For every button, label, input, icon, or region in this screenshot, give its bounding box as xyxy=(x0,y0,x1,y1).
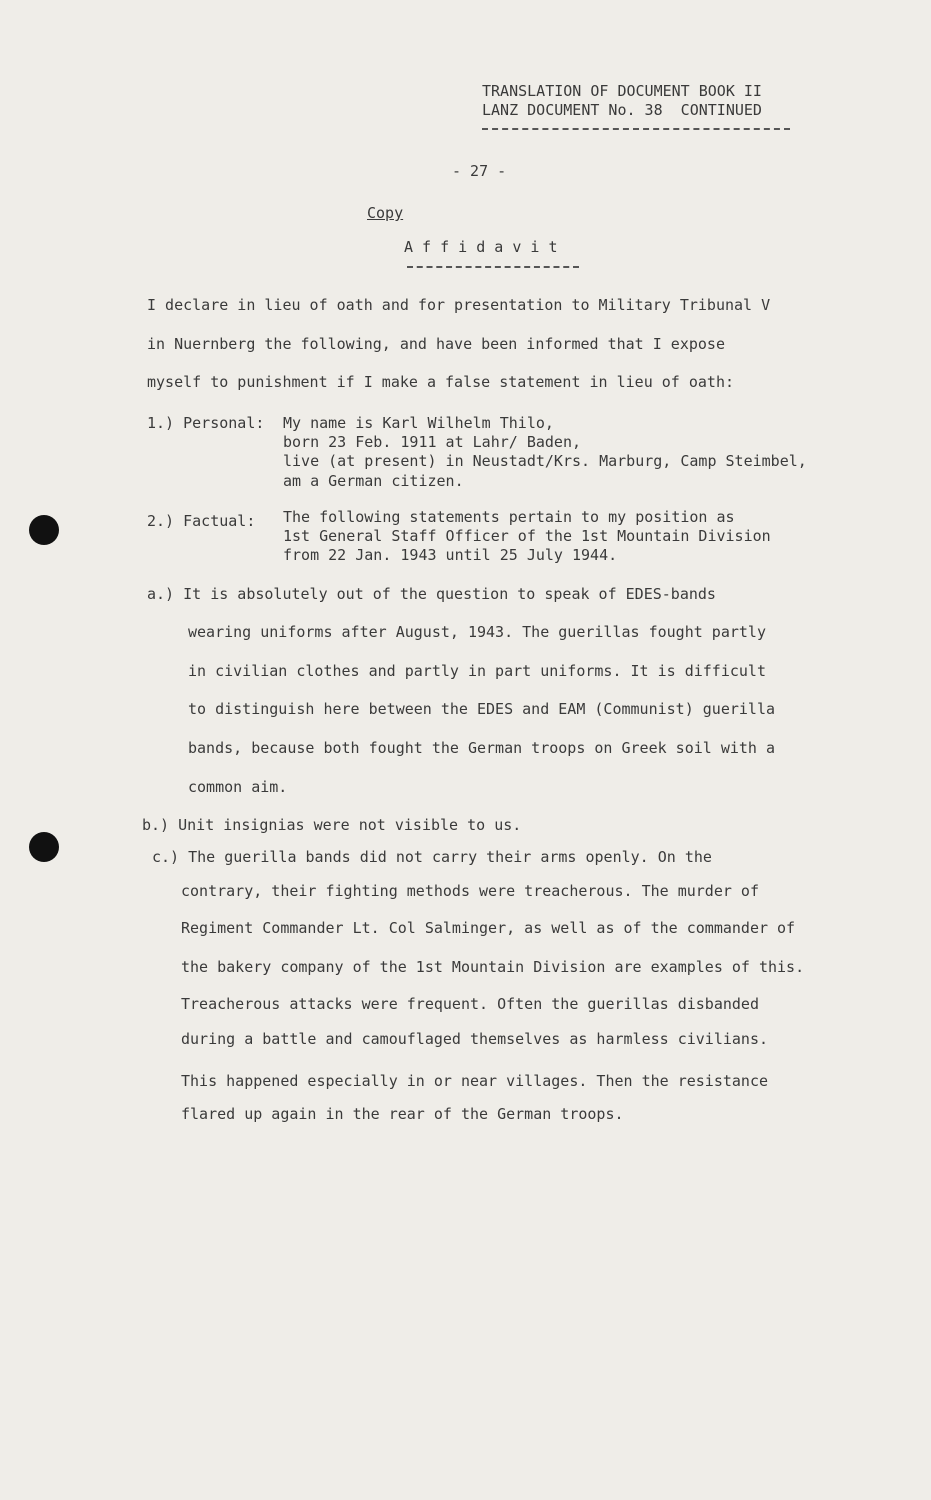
para-c-line: This happened especially in or near villages. Then the resistance xyxy=(181,1072,768,1090)
para-c-line: Treacherous attacks were frequent. Often the guerillas disbanded xyxy=(181,995,759,1013)
para-c-line: Regiment Commander Lt. Col Salminger, as well as of the commander of xyxy=(181,919,796,937)
para-c-line: c.) The guerilla bands did not carry their arms openly. On the xyxy=(152,848,712,866)
item-2-line: from 22 Jan. 1943 until 25 July 1944. xyxy=(283,546,618,564)
para-c-line: the bakery company of the 1st Mountain Division are examples of this. xyxy=(181,958,805,976)
item-1-line: born 23 Feb. 1911 at Lahr/ Baden, xyxy=(283,433,582,451)
header-rule xyxy=(482,128,790,130)
para-a-line: common aim. xyxy=(188,778,288,796)
para-c-line: flared up again in the rear of the German troops. xyxy=(181,1105,624,1123)
intro-line: I declare in lieu of oath and for presentation to Military Tribunal V xyxy=(147,296,771,314)
item-2-line: The following statements pertain to my position as xyxy=(283,508,735,526)
copy-label: Copy xyxy=(367,204,404,222)
para-a-line: in civilian clothes and partly in part uniforms. It is difficult xyxy=(188,662,766,680)
para-a-line: to distinguish here between the EDES and EAM (Communist) guerilla xyxy=(188,700,775,718)
punch-hole xyxy=(29,832,59,862)
header-line-2: LANZ DOCUMENT No. 38 CONTINUED xyxy=(482,101,762,119)
intro-line: in Nuernberg the following, and have been informed that I expose xyxy=(147,335,725,353)
page-number: - 27 - xyxy=(452,162,507,180)
title-rule xyxy=(407,266,579,268)
para-a-line: a.) It is absolutely out of the question to speak of EDES-bands xyxy=(147,585,716,603)
item-1-line: am a German citizen. xyxy=(283,472,464,490)
para-c-line: during a battle and camouflaged themselves as harmless civilians. xyxy=(181,1030,768,1048)
header-line-1: TRANSLATION OF DOCUMENT BOOK II xyxy=(482,82,762,100)
para-b: b.) Unit insignias were not visible to us. xyxy=(142,816,522,834)
para-a-line: wearing uniforms after August, 1943. The guerillas fought partly xyxy=(188,623,766,641)
item-2-label: 2.) Factual: xyxy=(147,512,256,530)
intro-line: myself to punishment if I make a false statement in lieu of oath: xyxy=(147,373,734,391)
item-2-line: 1st General Staff Officer of the 1st Mountain Division xyxy=(283,527,771,545)
para-a-line: bands, because both fought the German troops on Greek soil with a xyxy=(188,739,775,757)
para-c-line: contrary, their fighting methods were treacherous. The murder of xyxy=(181,882,759,900)
document-title: A f f i d a v i t xyxy=(404,238,558,256)
item-1-line: live (at present) in Neustadt/Krs. Marburg, Camp Steimbel, xyxy=(283,452,807,470)
item-1-line: My name is Karl Wilhelm Thilo, xyxy=(283,414,554,432)
punch-hole xyxy=(29,515,59,545)
item-1-label: 1.) Personal: xyxy=(147,414,265,432)
